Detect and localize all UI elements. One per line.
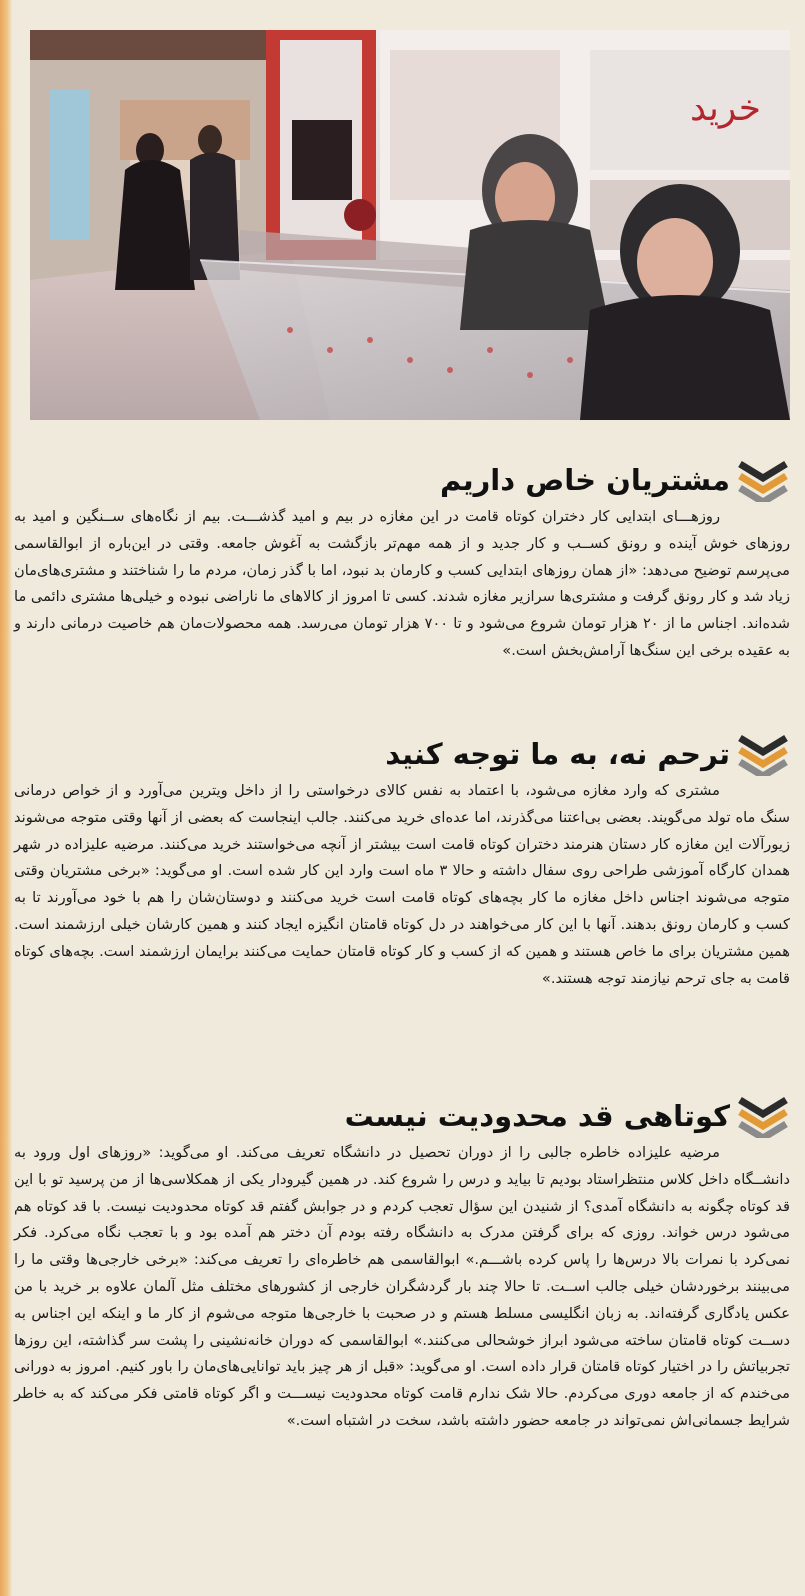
chevron-down-icon [736,458,790,502]
shop-sign: خرید [690,88,762,129]
section-heading [14,458,790,502]
section-title: کوتاهی قد محدودیت نیست [344,1099,730,1133]
section-body [14,778,790,992]
section-body [14,504,790,665]
body-paragraph: مرضیه علیزاده خاطره جالبی را از دوران تحصیل در دانشگاه تعریف می‌کند. او می‌گوید: «روزهای اول ورود به دانشــگاه داخل کلاس منتظراستاد بودیم تا بیاید و درس را شروع کند. در همین گیرودار یکی از همکلاسی‌ها از من پرسید تو با این قد کوتاه چگونه به دانشگاه آمدی؟ از شنیدن این سؤال تعجب کردم و در جوابش گفتم قد کوتاه محدودیت نیست. با قد کوتاه هم می‌شود درس خواند. روزی که برای گرفتن مدرک به دانشگاه رفته بودم آن دختر هم آمده بود و با تعجب نگاه می‌کرد. فکر نمی‌کرد با نمرات بالا درس‌ها را پاس کرده باشـــم.» ابوالقاسمی هم خاطره‌ای را تعریف می‌کند: «برخی خارجی‌ها وقتی ما را می‌بینند برخوردشان خیلی جالب اســت. تا حالا چند بار گردشگران خارجی از کشورهای مختلف مثل آلمان علاوه بر خرید با من عکس یادگاری گرفته‌اند. به زبان انگلیسی مسلط هستم و در صحبت با خارجی‌ها متوجه می‌شوم از کار ما و اینکه این اجناس به دســت کوتاه قامتان ساخته می‌شود ابراز خوشحالی می‌کنند.» ابوالقاسمی که دوران خانه‌نشینی را پشت سر گذاشته، این روزها تجربیاتش را در اختیار کوتاه قامتان قرار داده است. او می‌گوید: «قبل از هر چیز باید توانایی‌های‌مان را باور کنیم. امروز به دورانی می‌خندم که از جامعه دوری می‌کردم. حالا شک ندارم قامت کوتاه محدودیت نیســـت و اگر کوتاه قامتی فکر می‌کند که به خاطر شرایط جسمانی‌اش نمی‌تواند در جامعه حضور داشته باشد، سخت در اشتباه است.» [14,1144,790,1429]
section-title: مشتریان خاص داریم [439,463,730,497]
body-paragraph: مشتری که وارد مغازه می‌شود، با اعتماد به نفس کالای درخواستی را از داخل ویترین می‌آورد و از خواص درمانی سنگ ماه تولد می‌گویند. بعضی بی‌اعتنا می‌گذرند، اما عده‌ای خرید می‌کنند. جالب اینجاست که بعضی از آنها وقتی متوجه می‌شوند زیورآلات این مغازه کار دستان هنرمند دختران کوتاه قامت است بیشتر از آنچه می‌خواستند خرید می‌کنند. مرضیه علیزاده در شهر همدان کارگاه آموزشی طراحی روی سفال داشته و حالا ۳ ماه است وارد این کار شده است. او می‌گوید: «برخی مشتریان وقتی متوجه می‌شوند اجناس داخل مغازه ما کار بچه‌های کوتاه قامت است خرید می‌کنند و دوستان‌شان را هم با خود می‌آورند تا به کسب و کارمان رونق بدهند. آنها با این کار می‌خواهند در دل کوتاه قامتان انگیزه ایجاد کنند و همین کارشان خیلی ارزشمند است. همین مشتریان برای ما خاص هستند و همین که از کسب و کار کوتاه قامتان حمایت می‌کنند برایمان ارزشمند است. بچه‌های کوتاه قامت به جای ترحم نیازمند توجه هستند.» [14,782,790,987]
section-height-no-limit [14,1094,790,1435]
section-heading [14,732,790,776]
section-title: ترحم نه، به ما توجه کنید [385,737,730,771]
section-body [14,1140,790,1435]
article-photo [30,30,790,420]
chevron-down-icon [736,732,790,776]
page-edge [0,0,12,1596]
body-paragraph: روزهـــای ابتدایی کار دختران کوتاه قامت در این مغازه در بیم و امید گذشـــت. بیم از نگاه‌های ســنگین و امید به روزهای خوش آینده و رونق کســب و کار جدید و از همه مهم‌تر بازگشت به آغوش جامعه. وقتی در این‌باره از ابوالقاسمی می‌پرسم توضیح می‌دهد: «از همان روزهای ابتدایی کسب و کارمان بد نبود، اما با گذر زمان، مردم ما را شناختند و مشتری‌های‌مان زیاد شد و کار رونق گرفت و مشتری‌ها سرازیر مغازه شدند. کسی تا امروز از کالاهای ما ناراضی نبوده و خیلی‌ها مشتری دائمی ما شده‌اند. اجناس ما از ۲۰ هزار تومان شروع می‌شود و تا ۷۰۰ هزار تومان می‌رسد. همه محصولات‌مان هم خاصیت درمانی دارند و به عقیده برخی این سنگ‌ها آرامش‌بخش است.» [14,508,790,659]
section-no-pity [14,732,790,992]
chevron-down-icon [736,1094,790,1138]
section-heading [14,1094,790,1138]
section-special-customers [14,458,790,665]
photo-two-women-jewelry-shop [30,30,790,420]
